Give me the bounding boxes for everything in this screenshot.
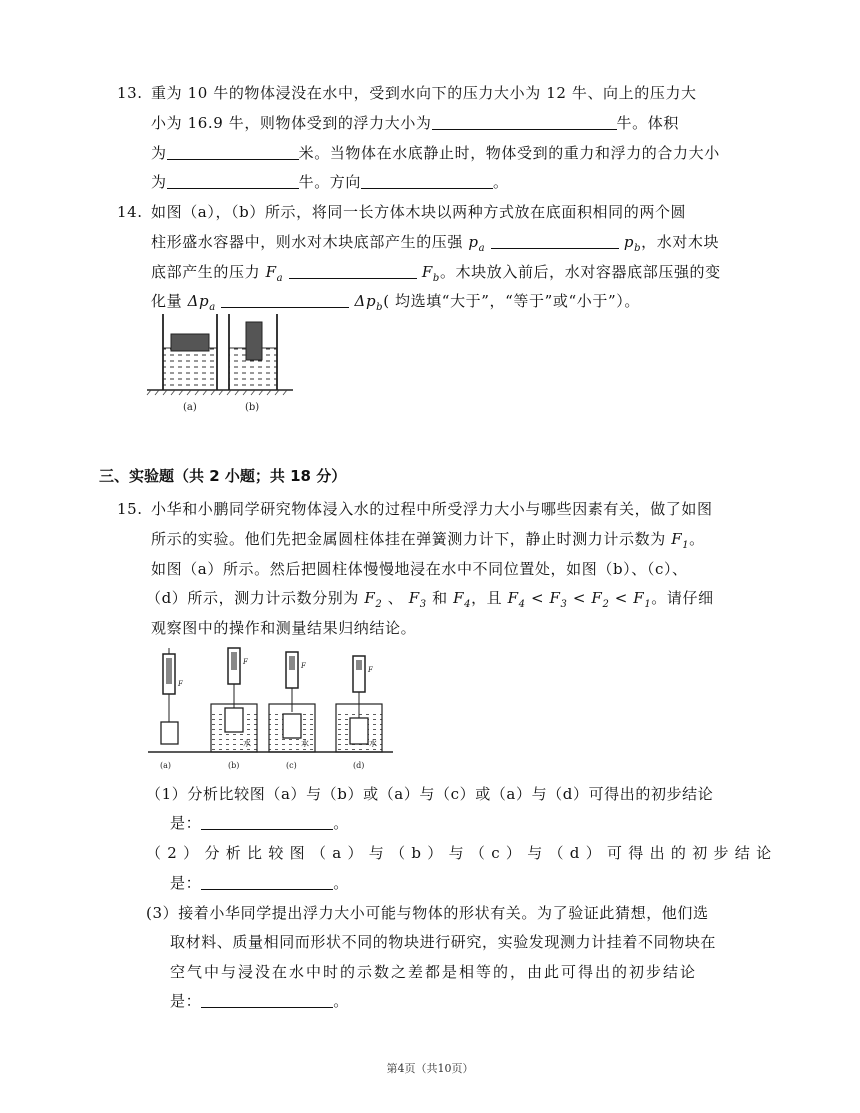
- q14-line-2: 柱形盛水容器中，则水对木块底部产生的压强 $p_a$ $p_b$，水对木块: [151, 233, 720, 254]
- section-3-title: 三、实验题（共 2 小题；共 18 分）: [99, 467, 347, 485]
- q14-text-1: 如图（a），（b）所示，将同一长方体木块以两种方式放在底面积相同的两个圆: [151, 203, 687, 221]
- q13-text-4b: 牛。方向: [298, 173, 362, 191]
- svg-text:F: F: [368, 666, 373, 674]
- q15-text-3: 如图（a）所示。然后把圆柱体慢慢地浸在水中不同位置处，如图（b）、（c）、: [151, 560, 688, 578]
- q15-text-2: 所示的实验。他们先把金属圆柱体挂在弹簧测力计下，静止时测力计示数为: [151, 530, 666, 548]
- q14-text-2b: ，水对木块: [641, 233, 720, 251]
- q15-sub1-end: 。: [333, 814, 349, 832]
- q14-number: 14.: [117, 203, 143, 221]
- q13-text-2a: 小为 16.9 牛，则物体受到的浮力大小为: [151, 114, 432, 132]
- q15-text-4e: 。请仔细: [651, 589, 714, 607]
- svg-text:F: F: [243, 658, 248, 666]
- wood-block-a: [171, 334, 209, 351]
- spring-scale-b: [228, 648, 249, 708]
- q15-sub3-line-3: [170, 962, 697, 982]
- q15-number: 15.: [117, 500, 143, 518]
- cylinder-d: [350, 718, 368, 744]
- q15-and: 和: [432, 589, 448, 607]
- q15-sub3-text-2: 取材料、质量相同而形状不同的物块进行研究，实验发现测力计挂着不同物块在: [170, 933, 717, 951]
- q15-sub1-line-1: [146, 784, 713, 804]
- q14-line-1: [117, 202, 686, 222]
- q15-sub2-label: 是：: [170, 874, 202, 892]
- q15-text-1: 小华和小鹏同学研究物体浸入水的过程中所受浮力大小与哪些因素有关，做了如图: [151, 500, 713, 518]
- q15-line-5: [151, 618, 416, 638]
- cylinder-b: [225, 708, 243, 732]
- q15-sub3-label: 是：: [170, 992, 202, 1010]
- q14-text-4a: 化量: [151, 292, 183, 310]
- q14-text-3b: 。木块放入前后，水对容器底部压强的变: [439, 263, 721, 281]
- svg-text:F: F: [178, 680, 183, 688]
- fig-label-a: (a): [183, 402, 197, 413]
- fig15-label-d: (d): [353, 761, 365, 770]
- q13-line-1: [117, 83, 697, 103]
- q13-text-4c: 。: [493, 173, 509, 191]
- q13-line-2: [151, 113, 679, 133]
- q13-text-3b: 米。当物体在水底静止时，物体受到的重力和浮力的合力大小: [298, 144, 720, 162]
- q15-sub3-text-3: 空气中与浸没在水中时的示数之差都是相等的，由此可得出的初步结论: [170, 963, 698, 981]
- q14-text-2a: 柱形盛水容器中，则水对木块底部产生的压强: [151, 233, 464, 251]
- q13-blank-direction[interactable]: [361, 173, 493, 189]
- spring-scale-a: [163, 648, 184, 722]
- q15-sub2-line-1: [146, 843, 777, 863]
- q14-line-3: 底部产生的压力 $F_a$ $F_b$。木块放入前后，水对容器底部压强的变: [151, 263, 721, 284]
- q14-blank-pressure[interactable]: [491, 233, 619, 249]
- water-label-c: 水: [301, 739, 309, 748]
- q15-sub2-blank[interactable]: [201, 874, 333, 890]
- q15-sub3-blank[interactable]: [201, 992, 333, 1008]
- spring-scale-d: [353, 656, 374, 718]
- q15-sub1-text: （1）分析比较图（a）与（b）或（a）与（c）或（a）与（d）可得出的初步结论: [146, 785, 714, 803]
- q15-line-4: （d）所示，测力计示数分别为 $F_2$ 、 $F_3$ 和 $F_4$，且 $F_4 < F_3 < F_2 < F_1$。请仔细: [146, 589, 714, 610]
- q15-sub3-text-1: (3）接着小华同学提出浮力大小可能与物体的形状有关。为了验证此猜想，他们选: [146, 904, 709, 922]
- q15-sub2-line-2: [170, 873, 349, 893]
- q13-line-4: [151, 172, 509, 192]
- q15-line-1: [117, 499, 713, 519]
- cylinder-a: [161, 722, 178, 744]
- spring-scale-c: [286, 652, 307, 712]
- q13-text-2b: 牛。体积: [616, 114, 679, 132]
- water-label-d: 水: [369, 739, 377, 748]
- q15-sub2-end: 。: [333, 874, 349, 892]
- q15-line-3: [151, 559, 688, 579]
- fig15-label-c: (c): [286, 761, 297, 770]
- fig15-label-a: (a): [160, 761, 172, 770]
- q13-text-3a: 为: [151, 144, 167, 162]
- q13-number: 13.: [117, 84, 143, 102]
- q15-sub3-end: 。: [333, 992, 349, 1010]
- q13-blank-net-force[interactable]: [167, 173, 299, 189]
- q14-line-4: 化量 $\Delta p_a$ $\Delta p_b$( 均选填“大于”，“等于”或“小于”）。: [151, 292, 640, 313]
- q14-blank-pressure-change[interactable]: [221, 292, 349, 308]
- q14-figure: [145, 310, 295, 418]
- q15-sub3-line-2: [170, 932, 716, 952]
- q15-sub1-label: 是：: [170, 814, 202, 832]
- q15-figure: [148, 642, 393, 777]
- q13-line-3: [151, 143, 720, 163]
- q14-text-4b: ( 均选填“大于”，“等于”或“小于”）。: [383, 292, 640, 310]
- q13-blank-volume[interactable]: [167, 144, 299, 160]
- q15-text-4a: （d）所示，测力计示数分别为: [146, 589, 360, 607]
- water-label-b: 水: [243, 739, 251, 748]
- q15-sub3-line-1: [146, 903, 709, 923]
- q14-text-3a: 底部产生的压力: [151, 263, 261, 281]
- q15-sub1-line-2: [170, 813, 349, 833]
- q15-sub1-blank[interactable]: [201, 814, 333, 830]
- q15-sep: 、: [387, 589, 404, 607]
- q15-text-5: 观察图中的操作和测量结果归纳结论。: [151, 619, 417, 637]
- svg-text:F: F: [301, 662, 306, 670]
- q13-text-1: 重为 10 牛的物体浸没在水中，受到水向下的压力大小为 12 牛、向上的压力大: [151, 84, 697, 102]
- q15-sub3-line-4: [170, 991, 349, 1011]
- q14-blank-force[interactable]: [289, 263, 417, 279]
- fig-label-b: (b): [245, 402, 260, 413]
- page-footer: 第4页（共10页）: [386, 1062, 474, 1075]
- q13-text-4a: 为: [151, 173, 167, 191]
- q15-line-2: 所示的实验。他们先把金属圆柱体挂在弹簧测力计下，静止时测力计示数为 $F_1$。: [151, 530, 705, 551]
- q15-sub2-text: （2）分析比较图（a）与（b）与（c）与（d）可得出的初步结论: [146, 844, 778, 862]
- water-a: [163, 348, 217, 390]
- fig15-label-b: (b): [228, 761, 240, 770]
- q13-blank-buoyancy[interactable]: [432, 114, 617, 130]
- wood-block-b: [246, 322, 262, 360]
- cylinder-c: [283, 714, 301, 738]
- q15-qie: ，且: [471, 589, 503, 607]
